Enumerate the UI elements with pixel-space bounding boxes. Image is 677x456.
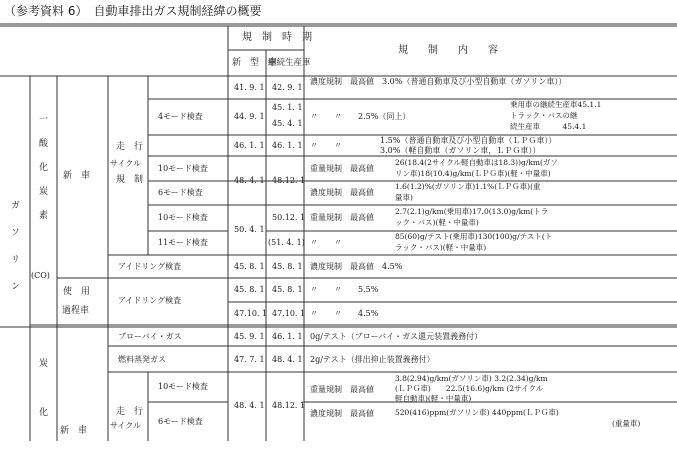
mode-10: 10モード検査 [158,164,208,173]
cont-date: 48.12. 1 [272,401,306,410]
cont-date: 47.10. 1 [272,309,306,318]
content-text: 1.6(1.2)%(ガソリン車)1.1%(ＬＰＧ車)(重 [395,182,541,191]
content-text: 3.8(2.94)g/km(ガソリン車) 3.2(2.34)g/km [395,374,548,383]
content-lead: 濃度規制 最高値 [310,188,374,197]
content-lead: 重量規制 最高値 [310,164,374,173]
header-continuing: 継続生産車 [268,58,311,68]
content-text: リン車)18(10.4)g/km(ＬＰＧ車)(軽・中量車) [395,169,551,178]
content-note: 続生産車 45.4.1 [510,122,587,131]
content-text: 3.0%（軽自動車（ガソリン車，ＬＰＧ車）） [380,146,541,155]
new-date: 48. 4. 1 [234,401,265,410]
label-running2: 走 行 [116,407,144,417]
cont-date: 48.12. 1 [272,176,306,185]
mode-idle: アイドリング検査 [118,262,182,271]
mode-11: 11モード検査 [158,238,208,247]
cont-date: 45. 4. 1 [272,119,303,128]
cont-date: 45. 8. 1 [272,262,303,271]
label-cycle2: サイクル [110,421,142,430]
header-content: 規 制 内 容 [398,45,498,56]
content-text: ック・バス)(軽・中量車) [395,218,479,227]
content-lead: 濃度規制 最高値 [310,409,374,418]
content-text: 26(18.4(2サイクル軽自動車は18.3))g/km(ガソ [395,158,558,167]
content-lead: 重量規制 最高値 [310,385,374,394]
new-date: 50. 4. 1 [234,225,265,234]
cont-date: 42. 9. 1 [272,83,303,92]
cont-date: 45. 8. 1 [272,285,303,294]
label-used-car2: 過程車 [62,306,90,316]
label-new-car2: 新 車 [60,426,88,436]
mode-6b: 6モード検査 [158,417,203,426]
cont-date: 46. 1. 1 [272,332,303,341]
cont-date: 50.12. 1 [272,213,306,222]
label-running: 走 行 [116,142,144,152]
mode-6: 6モード検査 [158,188,203,197]
new-date: 45. 9. 1 [234,332,265,341]
label-cycle: サイクル [110,159,142,168]
content-text: 〃 〃 2.5%（同上） [310,112,411,121]
content-text: 520(416)ppm(ガソリン車) 440ppm(ＬＰＧ車) [395,408,559,417]
mode-10c: 10モード検査 [158,382,208,391]
label-new-car: 新 車 [63,171,91,181]
content-text: ラック・バス)(軽・中量車) [395,243,487,252]
new-date: 46. 1. 1 [234,141,265,150]
mode-evap: 燃料蒸発ガス [118,355,166,364]
new-date: 47. 7. 1 [234,355,265,364]
content-note: トラック・バスの継 [510,111,578,120]
content-text: (重量車) [612,419,641,428]
new-date: 45. 8. 1 [234,262,265,271]
content-text: 濃度規制 最高値 4.5% [310,262,403,271]
content-text: 〃 〃 5.5% [310,285,379,294]
new-date: 47.10. 1 [234,309,268,318]
label-regulation: 規 制 [116,175,144,185]
cont-date: 45. 1. 1 [272,103,303,112]
cont-date: 48. 4. 1 [272,355,303,364]
mode-idle2: アイドリング検査 [118,296,182,305]
label-gasoline: ガソリン [9,200,19,308]
header-period: 規 制 時 期 [242,32,312,43]
cont-date: 46. 1. 1 [272,141,303,150]
content-text: 濃度規制 最高値 3.0%（普通自動車及び小型自動車（ガソリン車）） [310,77,567,86]
content-lead: 重量規制 最高値 [310,213,374,222]
label-used-car: 使 用 [63,287,91,297]
content-text: 1.5%（普通自動車及び小型自動車（ＬＰＧ車）） [380,136,557,145]
label-hc: 炭化 [37,358,47,456]
content-note: 乗用車の継続生産車45.1.1 [510,100,602,109]
mode-blowby: ブローバイ・ガス [118,332,182,341]
content-text: 量車) [395,193,413,202]
label-co: 一酸化炭素 [37,114,47,234]
content-text: 〃 〃 4.5% [310,309,379,318]
content-text: 2.7(2.1)g/km(乗用車)17.0(13.0)g/km(トラ [395,207,549,216]
mode-4: 4モード検査 [158,112,203,121]
mode-10b: 10モード検査 [158,213,208,222]
content-text: 2g/テスト（排出抑止装置義務付） [310,355,435,364]
header-new-model: 新 型 車 [232,58,278,68]
new-date: 45. 8. 1 [234,285,265,294]
new-date: 44. 9. 1 [234,112,265,121]
content-text: 85(60)g/テスト(乗用車)130(100)g/テスト(ト [395,232,553,241]
new-date: 41. 9. 1 [234,83,265,92]
content-text: 0g/テスト（ブローバイ・ガス還元装置義務付） [310,332,483,341]
content-text: 軽自動車)(軽・中量車) [395,394,472,403]
label-co-paren: (CO) [31,271,50,280]
content-ditto: 〃 〃 [310,141,342,150]
content-text: (ＬＰＧ車) 22.5(16.6)g/km (2サイクル [395,384,544,393]
content-ditto: 〃 〃 [310,238,342,247]
page-caption: （参考資料 6） 自動車排出ガス規制経緯の概要 [4,4,262,18]
cont-date: (51. 4. 1) [268,238,305,247]
new-date: 48. 4. 1 [234,176,265,185]
